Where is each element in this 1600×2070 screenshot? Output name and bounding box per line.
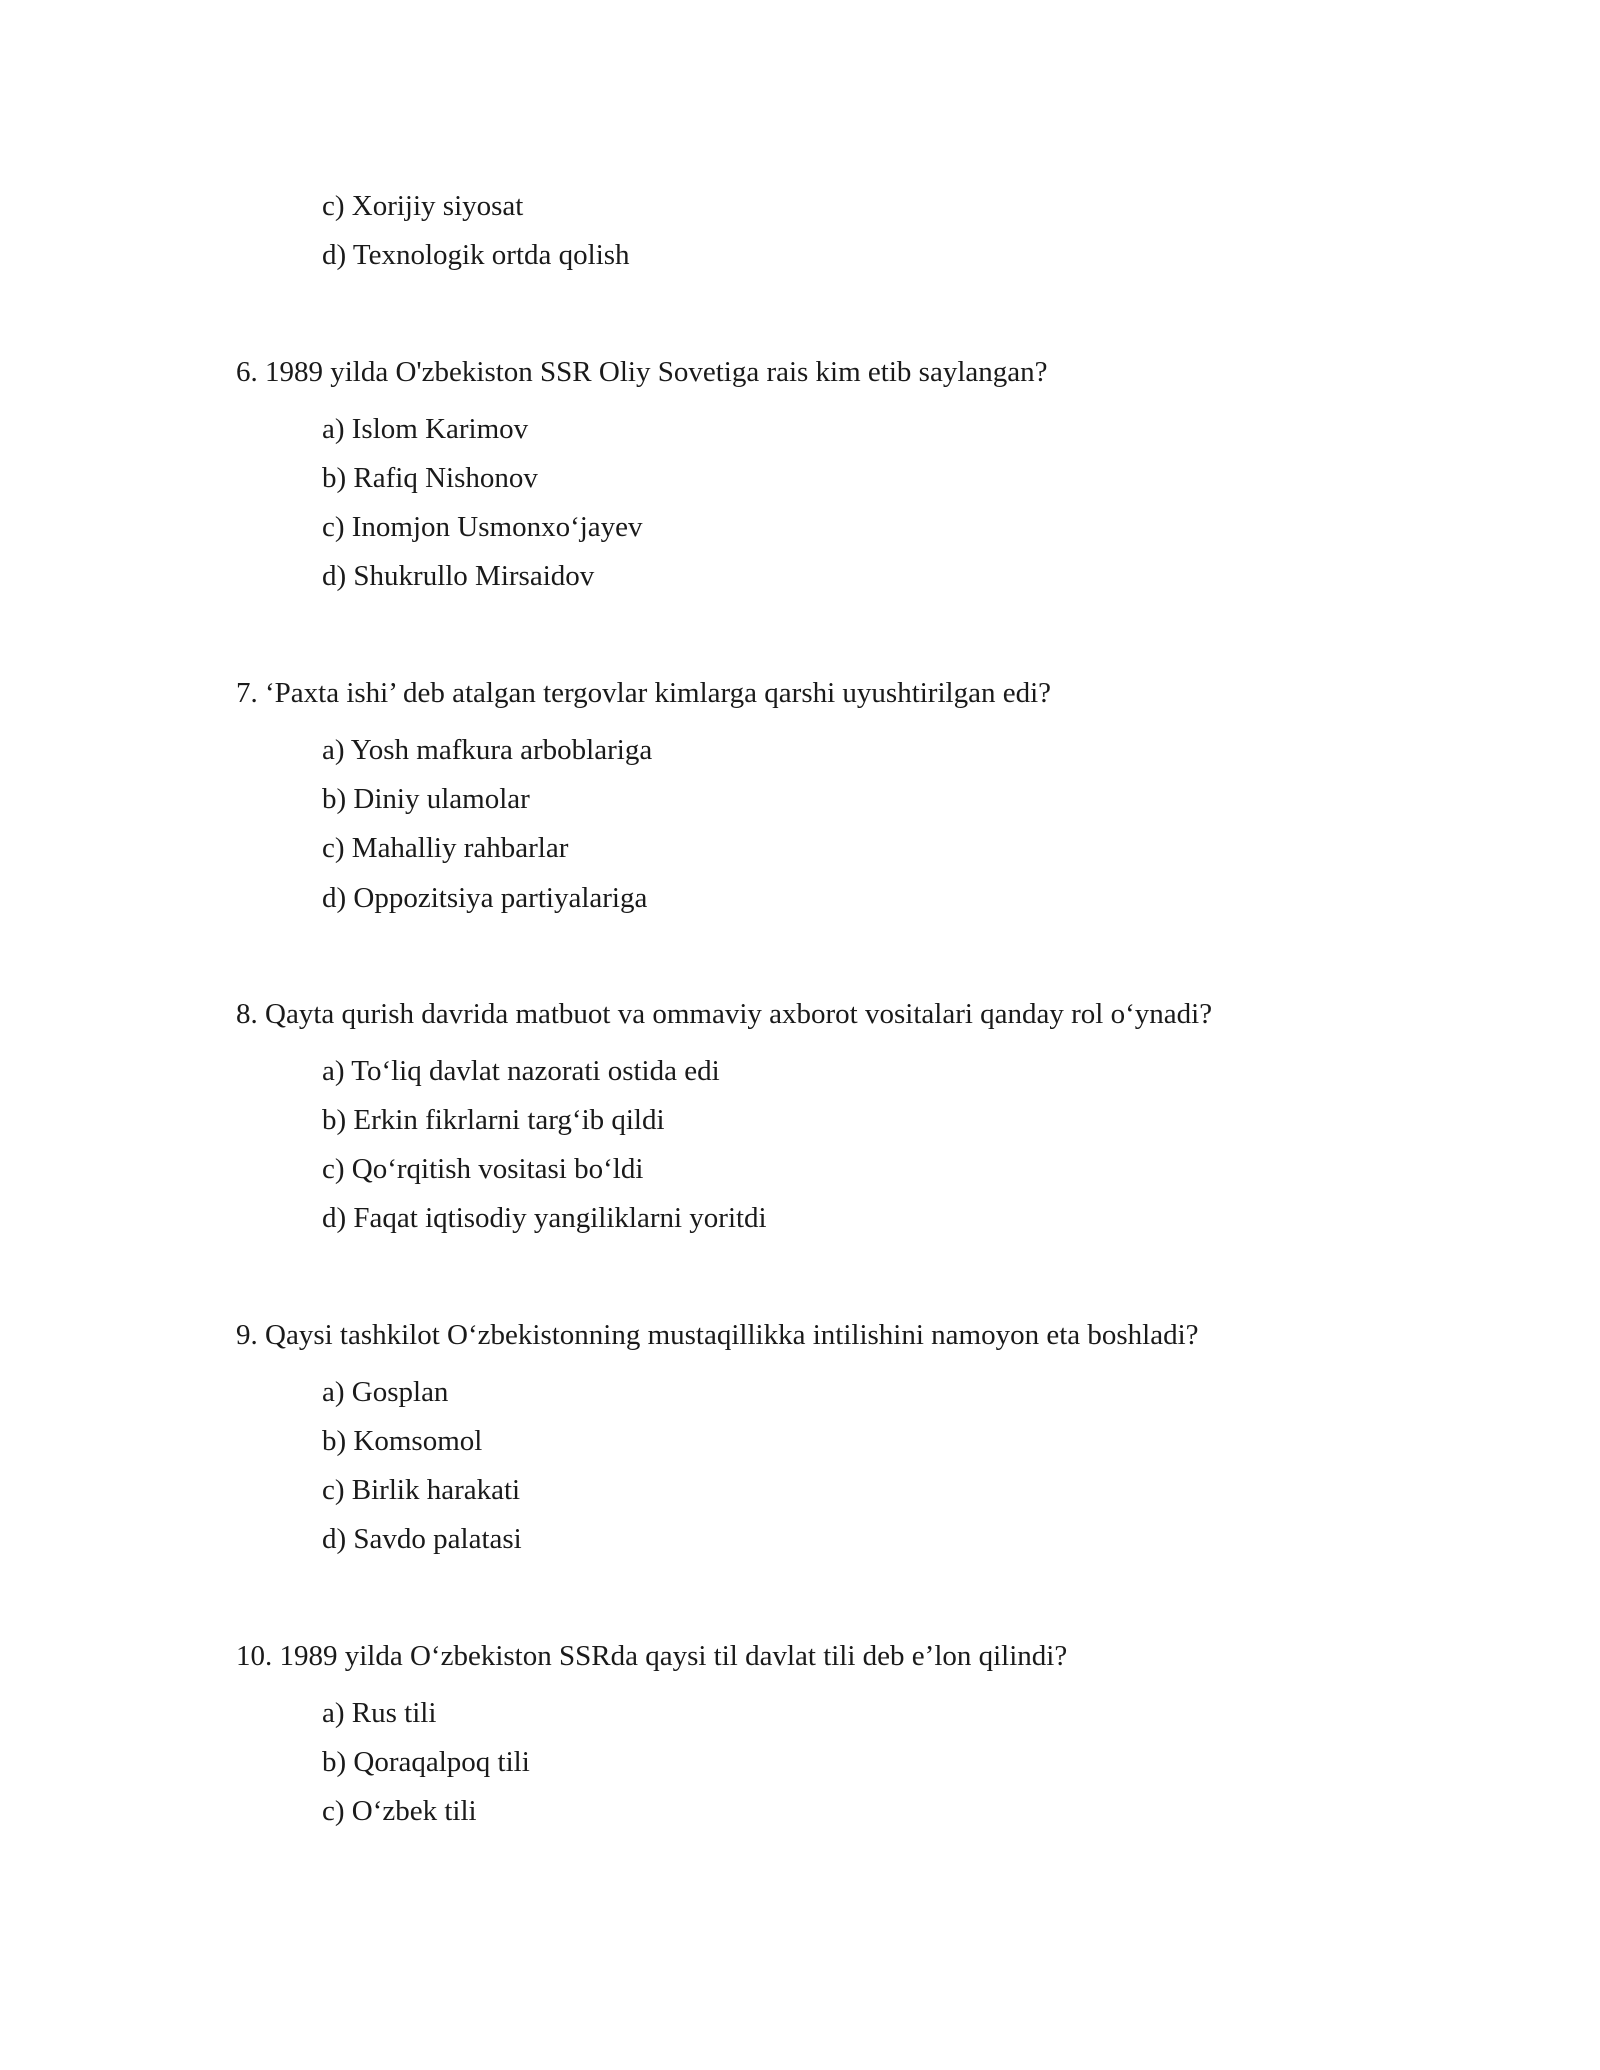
option-b: b) Komsomol (322, 1425, 483, 1457)
option-b: b) Qoraqalpoq tili (322, 1746, 530, 1778)
option-d: d) Savdo palatasi (322, 1523, 522, 1555)
option-c: c) Qo‘rqitish vositasi bo‘ldi (322, 1153, 644, 1185)
option-a: a) To‘liq davlat nazorati ostida edi (322, 1055, 720, 1087)
question-text: 6. 1989 yilda O'zbekiston SSR Oliy Sovetiga rais kim etib saylangan? (236, 356, 1048, 388)
question-text: 8. Qayta qurish davrida matbuot va ommaviy axborot vositalari qanday rol o‘ynadi? (236, 998, 1213, 1030)
option-b: b) Erkin fikrlarni targ‘ib qildi (322, 1104, 665, 1136)
option-d: d) Oppozitsiya partiyalariga (322, 882, 648, 914)
option-d: d) Shukrullo Mirsaidov (322, 560, 595, 592)
option-a: a) Yosh mafkura arboblariga (322, 734, 653, 766)
option-c: c) Xorijiy siyosat (322, 190, 524, 222)
question-text: 9. Qaysi tashkilot O‘zbekistonning mustaqillikka intilishini namoyon eta boshladi? (236, 1319, 1199, 1351)
option-c: c) Mahalliy rahbarlar (322, 832, 569, 864)
option-c: c) O‘zbek tili (322, 1795, 477, 1827)
option-a: a) Islom Karimov (322, 413, 529, 445)
option-a: a) Gosplan (322, 1376, 449, 1408)
option-d: d) Texnologik ortda qolish (322, 239, 630, 271)
option-d: d) Faqat iqtisodiy yangiliklarni yoritdi (322, 1202, 767, 1234)
question-text: 10. 1989 yilda O‘zbekiston SSRda qaysi til davlat tili deb e’lon qilindi? (236, 1640, 1068, 1672)
question-text: 7. ‘Paxta ishi’ deb atalgan tergovlar kimlarga qarshi uyushtirilgan edi? (236, 677, 1052, 709)
option-b: b) Diniy ulamolar (322, 783, 530, 815)
option-a: a) Rus tili (322, 1697, 437, 1729)
option-c: c) Inomjon Usmonxo‘jayev (322, 511, 643, 543)
option-c: c) Birlik harakati (322, 1474, 521, 1506)
option-b: b) Rafiq Nishonov (322, 462, 538, 494)
